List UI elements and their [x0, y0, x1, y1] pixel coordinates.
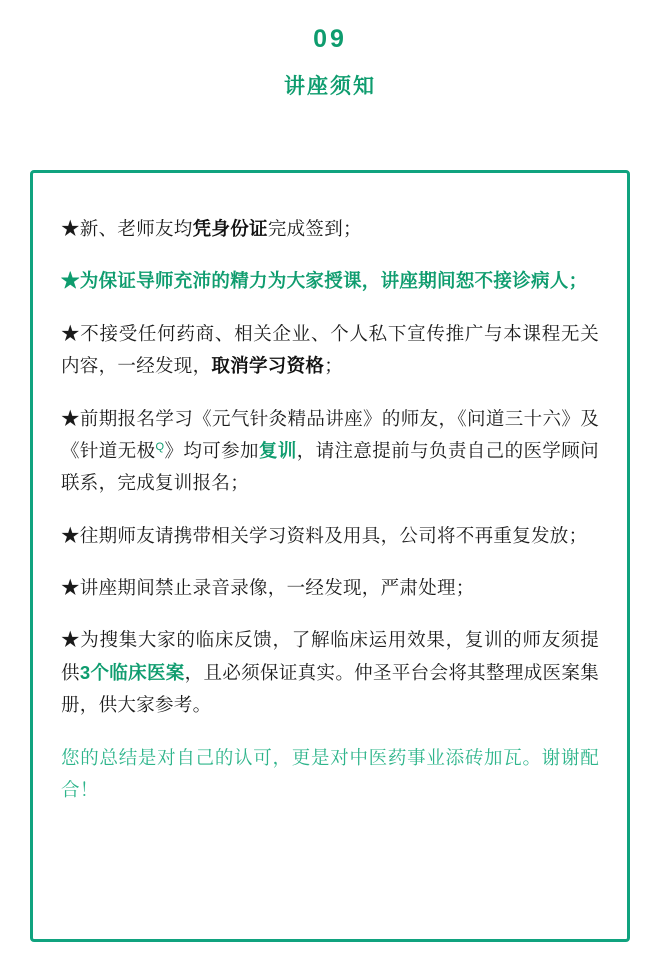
item-id-check-text: ★新、老师友均 — [61, 218, 193, 239]
item-no-promotion-emphasis: 取消学习资格 — [211, 355, 325, 377]
page-title: 讲座须知 — [284, 75, 376, 98]
item-id-check-text: 完成签到； — [267, 218, 362, 239]
section-number: 09 — [313, 25, 347, 53]
item-no-recording — [61, 572, 599, 604]
item-no-promotion-text: ★不接受任何药商、相关企业、个人私下宣传推广与本课程无关内容，一经发现， — [61, 322, 599, 377]
item-retraining-text: 》均可参加 — [164, 439, 259, 461]
item-retraining-text: ，请注意提前与负责自己的医学顾问联系，完成复训报名； — [61, 439, 599, 494]
item-retraining-text: ★前期报名学习《元气针灸精品讲座》的师友，《问道三十六》及《针道无极 — [61, 407, 599, 461]
page-header — [0, 0, 660, 99]
notice-box — [30, 170, 630, 942]
item-bring-materials — [61, 520, 599, 552]
item-bring-materials-text: ★往期师友请携带相关学习资料及用具，公司将不再重复发放； — [61, 524, 588, 546]
item-id-check — [61, 213, 599, 245]
item-retraining — [61, 403, 599, 500]
item-retraining-emphasis-green: 复训 — [258, 439, 297, 461]
item-clinical-cases-emphasis-green: 3个临床医案 — [79, 661, 185, 683]
item-clinical-cases-text: ，且必须保证真实。仲圣平台会将其整理成医案集册，供大家参考。 — [61, 661, 599, 716]
item-no-promotion-text: ； — [324, 355, 344, 377]
item-no-consultation-text: ★为保证导师充沛的精力为大家授课，讲座期间恕不接诊病人； — [61, 270, 588, 292]
item-closing-note-text: 您的总结是对自己的认可，更是对中医药事业添砖加瓦。谢谢配合！ — [61, 746, 599, 800]
item-id-check-emphasis: 凭身份证 — [192, 218, 268, 239]
item-retraining-superscript: Q — [155, 440, 165, 453]
item-clinical-cases — [61, 624, 599, 721]
notice-list — [61, 213, 599, 806]
item-no-recording-text: ★讲座期间禁止录音录像，一经发现，严肃处理； — [61, 577, 475, 598]
item-no-promotion — [61, 318, 599, 383]
item-closing-note — [61, 742, 599, 807]
item-no-consultation — [61, 265, 599, 297]
item-clinical-cases-text: ★为搜集大家的临床反馈，了解临床运用效果，复训的师友须提供 — [61, 629, 599, 683]
